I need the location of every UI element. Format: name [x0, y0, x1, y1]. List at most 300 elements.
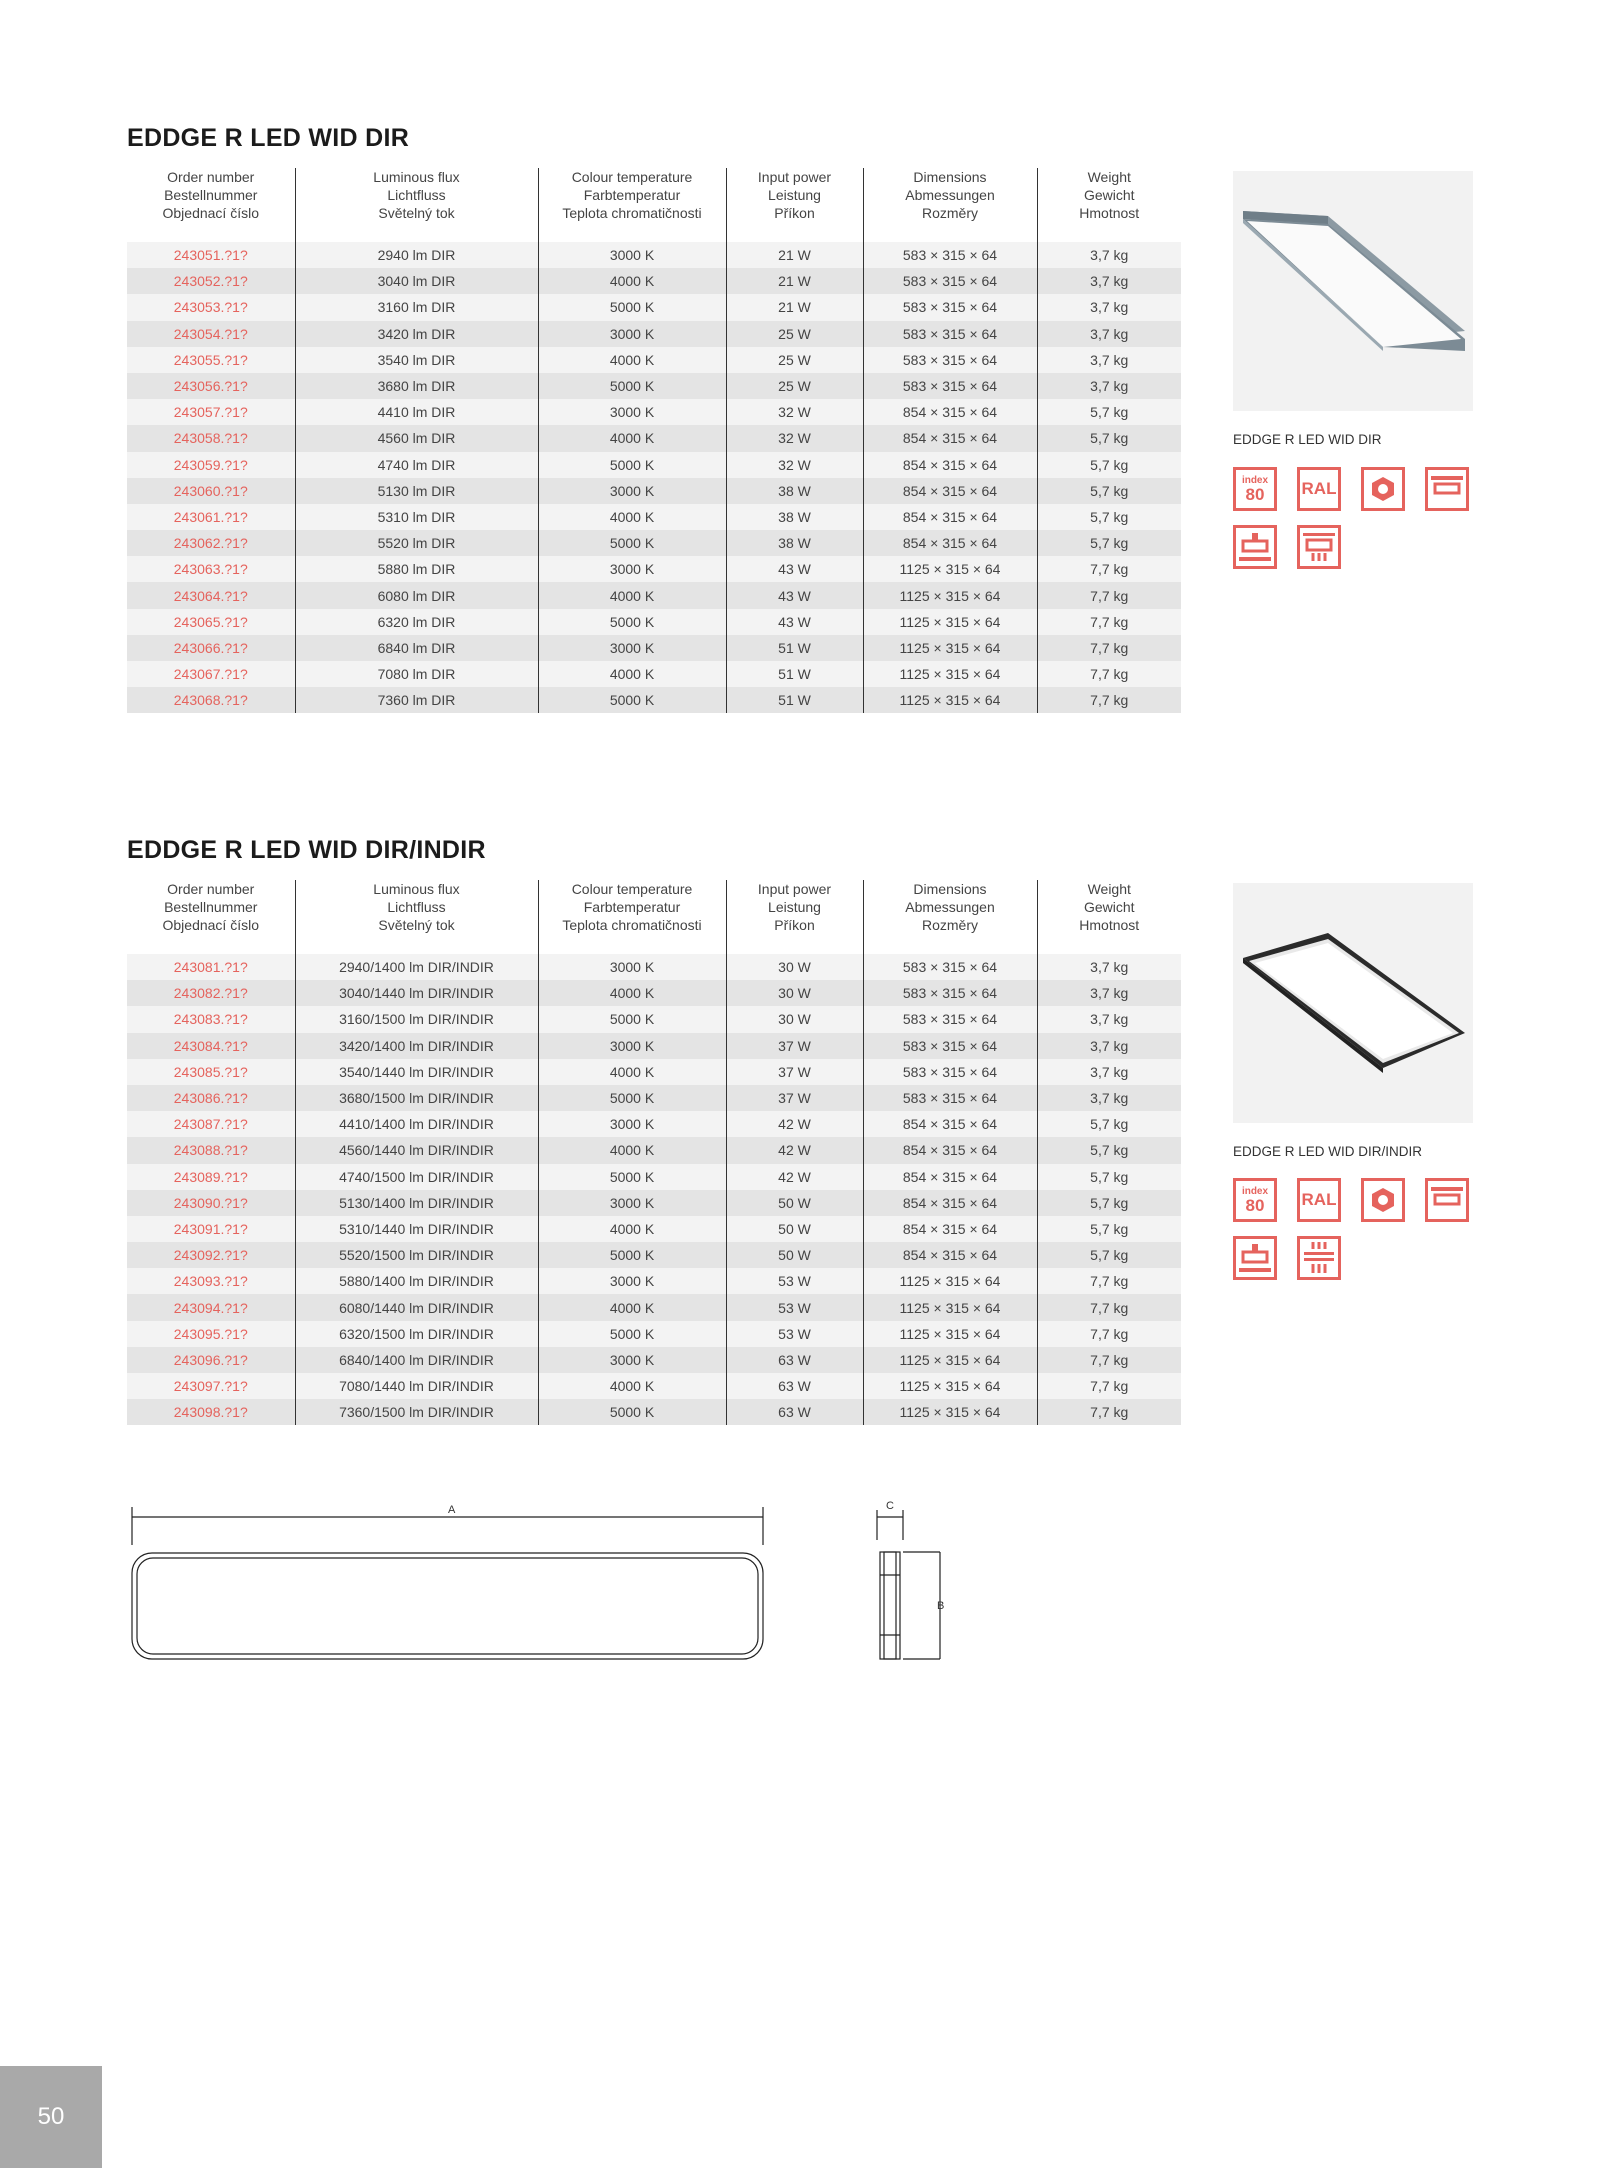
cell-weight: 5,7 kg: [1037, 1190, 1181, 1216]
nut-mounting-icon: [1361, 467, 1405, 511]
col-header-dimensions: Dimensions Abmessungen Rozměry: [863, 168, 1037, 242]
cell-colour-temperature: 3000 K: [538, 242, 726, 268]
surface-mounted-icon: [1233, 525, 1277, 569]
ral-color-icon: [1297, 467, 1341, 511]
cell-weight: 5,7 kg: [1037, 1111, 1181, 1137]
cell-weight: 5,7 kg: [1037, 1216, 1181, 1242]
cell-colour-temperature: 4000 K: [538, 347, 726, 373]
cell-dimensions: 583 × 315 × 64: [863, 1033, 1037, 1059]
cell-dimensions: 854 × 315 × 64: [863, 504, 1037, 530]
cell-order-number: 243060.?1?: [127, 478, 295, 504]
cell-colour-temperature: 3000 K: [538, 1111, 726, 1137]
cell-input-power: 43 W: [726, 609, 863, 635]
cell-colour-temperature: 4000 K: [538, 1059, 726, 1085]
cell-colour-temperature: 5000 K: [538, 1242, 726, 1268]
cell-colour-temperature: 3000 K: [538, 478, 726, 504]
cell-colour-temperature: 4000 K: [538, 582, 726, 608]
cell-order-number: 243056.?1?: [127, 373, 295, 399]
cell-input-power: 42 W: [726, 1111, 863, 1137]
cell-weight: 7,7 kg: [1037, 1294, 1181, 1320]
cell-input-power: 51 W: [726, 687, 863, 713]
cell-luminous-flux: 4560/1440 lm DIR/INDIR: [295, 1137, 538, 1163]
table-row: [127, 1190, 1181, 1216]
cell-weight: 7,7 kg: [1037, 556, 1181, 582]
cell-order-number: 243055.?1?: [127, 347, 295, 373]
table-row: [127, 980, 1181, 1006]
cell-input-power: 21 W: [726, 242, 863, 268]
cell-input-power: 37 W: [726, 1033, 863, 1059]
col-header-colour-temperature: Colour temperature Farbtemperatur Teplota chromatičnosti: [538, 880, 726, 954]
suspended-indirect-icon: [1297, 1236, 1341, 1280]
cell-luminous-flux: 5880 lm DIR: [295, 556, 538, 582]
cell-order-number: 243084.?1?: [127, 1033, 295, 1059]
cell-order-number: 243092.?1?: [127, 1242, 295, 1268]
cell-input-power: 51 W: [726, 661, 863, 687]
cell-luminous-flux: 4560 lm DIR: [295, 425, 538, 451]
cell-luminous-flux: 7080/1440 lm DIR/INDIR: [295, 1373, 538, 1399]
cell-input-power: 50 W: [726, 1216, 863, 1242]
col-header-order-number: Order number Bestellnummer Objednací číslo: [162, 881, 259, 933]
cell-order-number: 243085.?1?: [127, 1059, 295, 1085]
cell-input-power: 30 W: [726, 1006, 863, 1032]
col-header-order-number: Order number Bestellnummer Objednací číslo: [162, 169, 259, 221]
table-header-row: [127, 880, 1181, 954]
cell-order-number: 243064.?1?: [127, 582, 295, 608]
cell-input-power: 53 W: [726, 1294, 863, 1320]
cell-colour-temperature: 3000 K: [538, 954, 726, 980]
cri-index-value: 80: [1245, 484, 1265, 504]
cell-luminous-flux: 5310 lm DIR: [295, 504, 538, 530]
cell-colour-temperature: 3000 K: [538, 1033, 726, 1059]
cell-weight: 5,7 kg: [1037, 504, 1181, 530]
ceiling-mounted-icon: [1425, 467, 1469, 511]
cell-input-power: 51 W: [726, 635, 863, 661]
cell-dimensions: 1125 × 315 × 64: [863, 1321, 1037, 1347]
cell-dimensions: 1125 × 315 × 64: [863, 1347, 1037, 1373]
table-header-row: [127, 168, 1181, 242]
cell-luminous-flux: 5520 lm DIR: [295, 530, 538, 556]
cell-weight: 7,7 kg: [1037, 1321, 1181, 1347]
cell-luminous-flux: 3160 lm DIR: [295, 294, 538, 320]
cell-input-power: 30 W: [726, 954, 863, 980]
dimension-drawing: [120, 1495, 970, 1675]
cell-luminous-flux: 3420/1400 lm DIR/INDIR: [295, 1033, 538, 1059]
table-row: [127, 1033, 1181, 1059]
cell-input-power: 50 W: [726, 1190, 863, 1216]
cell-colour-temperature: 5000 K: [538, 1006, 726, 1032]
ral-label: RAL: [1301, 1190, 1337, 1209]
cell-input-power: 53 W: [726, 1321, 863, 1347]
luminaire-dir-indir-image: [1233, 883, 1473, 1123]
cell-input-power: 25 W: [726, 373, 863, 399]
cell-luminous-flux: 7360 lm DIR: [295, 687, 538, 713]
cell-weight: 7,7 kg: [1037, 635, 1181, 661]
cell-input-power: 21 W: [726, 294, 863, 320]
section-title-dir-indir: EDDGE R LED WID DIR/INDIR: [127, 836, 486, 864]
cell-colour-temperature: 5000 K: [538, 609, 726, 635]
table-row: [127, 242, 1181, 268]
cell-order-number: 243087.?1?: [127, 1111, 295, 1137]
cell-weight: 7,7 kg: [1037, 1399, 1181, 1425]
cell-colour-temperature: 5000 K: [538, 373, 726, 399]
cell-luminous-flux: 6840/1400 lm DIR/INDIR: [295, 1347, 538, 1373]
cell-dimensions: 1125 × 315 × 64: [863, 582, 1037, 608]
cell-order-number: 243063.?1?: [127, 556, 295, 582]
cell-luminous-flux: 2940/1400 lm DIR/INDIR: [295, 954, 538, 980]
cell-luminous-flux: 3540 lm DIR: [295, 347, 538, 373]
cell-order-number: 243065.?1?: [127, 609, 295, 635]
cell-luminous-flux: 3540/1440 lm DIR/INDIR: [295, 1059, 538, 1085]
cell-luminous-flux: 6840 lm DIR: [295, 635, 538, 661]
cell-input-power: 43 W: [726, 556, 863, 582]
cell-dimensions: 583 × 315 × 64: [863, 347, 1037, 373]
cell-order-number: 243061.?1?: [127, 504, 295, 530]
cell-weight: 3,7 kg: [1037, 1059, 1181, 1085]
nut-mounting-icon: [1361, 1178, 1405, 1222]
cell-luminous-flux: 5880/1400 lm DIR/INDIR: [295, 1268, 538, 1294]
cell-input-power: 32 W: [726, 425, 863, 451]
table-row: [127, 1347, 1181, 1373]
cell-order-number: 243053.?1?: [127, 294, 295, 320]
cri-index-80-icon: [1233, 1178, 1277, 1222]
cell-dimensions: 854 × 315 × 64: [863, 1111, 1037, 1137]
cell-colour-temperature: 5000 K: [538, 1085, 726, 1111]
dimension-label-a: A: [448, 1504, 456, 1516]
product-label-dir: EDDGE R LED WID DIR: [1233, 432, 1382, 447]
table-row: [127, 1321, 1181, 1347]
cell-dimensions: 854 × 315 × 64: [863, 452, 1037, 478]
cell-order-number: 243066.?1?: [127, 635, 295, 661]
cell-input-power: 37 W: [726, 1085, 863, 1111]
table-row: [127, 321, 1181, 347]
ceiling-mounted-icon: [1425, 1178, 1469, 1222]
cell-luminous-flux: 3040 lm DIR: [295, 268, 538, 294]
col-header-colour-temperature: Colour temperature Farbtemperatur Teplota chromatičnosti: [538, 168, 726, 242]
cell-luminous-flux: 5130/1400 lm DIR/INDIR: [295, 1190, 538, 1216]
cell-weight: 7,7 kg: [1037, 609, 1181, 635]
col-header-input-power: Input power Leistung Příkon: [726, 168, 863, 242]
table-row: [127, 425, 1181, 451]
cell-dimensions: 583 × 315 × 64: [863, 242, 1037, 268]
cell-luminous-flux: 6320/1500 lm DIR/INDIR: [295, 1321, 538, 1347]
cell-colour-temperature: 5000 K: [538, 1321, 726, 1347]
cell-weight: 7,7 kg: [1037, 1373, 1181, 1399]
cell-order-number: 243058.?1?: [127, 425, 295, 451]
cell-colour-temperature: 4000 K: [538, 1216, 726, 1242]
cell-luminous-flux: 5310/1440 lm DIR/INDIR: [295, 1216, 538, 1242]
cell-colour-temperature: 3000 K: [538, 1268, 726, 1294]
cell-order-number: 243086.?1?: [127, 1085, 295, 1111]
ral-label: RAL: [1301, 479, 1337, 498]
table-row: [127, 478, 1181, 504]
cell-input-power: 38 W: [726, 530, 863, 556]
cell-weight: 5,7 kg: [1037, 399, 1181, 425]
col-header-input-power: Input power Leistung Příkon: [726, 880, 863, 954]
surface-mounted-icon: [1233, 1236, 1277, 1280]
cell-weight: 3,7 kg: [1037, 1006, 1181, 1032]
suspended-icon: [1297, 525, 1341, 569]
cell-dimensions: 854 × 315 × 64: [863, 1164, 1037, 1190]
table-row: [127, 1085, 1181, 1111]
table-row: [127, 1268, 1181, 1294]
cell-input-power: 50 W: [726, 1242, 863, 1268]
cell-dimensions: 854 × 315 × 64: [863, 478, 1037, 504]
cell-luminous-flux: 5520/1500 lm DIR/INDIR: [295, 1242, 538, 1268]
cell-dimensions: 854 × 315 × 64: [863, 530, 1037, 556]
product-photo-dir-indir: [1233, 883, 1473, 1123]
cell-dimensions: 854 × 315 × 64: [863, 1137, 1037, 1163]
cell-dimensions: 1125 × 315 × 64: [863, 556, 1037, 582]
cell-weight: 3,7 kg: [1037, 268, 1181, 294]
cell-colour-temperature: 5000 K: [538, 687, 726, 713]
cell-dimensions: 1125 × 315 × 64: [863, 609, 1037, 635]
cell-order-number: 243051.?1?: [127, 242, 295, 268]
cell-weight: 5,7 kg: [1037, 1242, 1181, 1268]
cell-colour-temperature: 5000 K: [538, 530, 726, 556]
cell-weight: 5,7 kg: [1037, 1164, 1181, 1190]
cri-index-value: 80: [1245, 1195, 1265, 1215]
cell-dimensions: 1125 × 315 × 64: [863, 1373, 1037, 1399]
cell-luminous-flux: 4410/1400 lm DIR/INDIR: [295, 1111, 538, 1137]
cell-weight: 5,7 kg: [1037, 452, 1181, 478]
cell-colour-temperature: 3000 K: [538, 1347, 726, 1373]
cell-colour-temperature: 4000 K: [538, 1373, 726, 1399]
cell-input-power: 63 W: [726, 1373, 863, 1399]
cell-luminous-flux: 7080 lm DIR: [295, 661, 538, 687]
cell-luminous-flux: 6080 lm DIR: [295, 582, 538, 608]
table-row: [127, 530, 1181, 556]
cell-dimensions: 583 × 315 × 64: [863, 294, 1037, 320]
table-row: [127, 582, 1181, 608]
cell-weight: 7,7 kg: [1037, 687, 1181, 713]
col-header-luminous-flux: Luminous flux Lichtfluss Světelný tok: [295, 880, 538, 954]
dimension-label-b: B: [937, 1600, 945, 1612]
cell-weight: 3,7 kg: [1037, 1033, 1181, 1059]
cell-luminous-flux: 4740 lm DIR: [295, 452, 538, 478]
product-photo-dir: [1233, 171, 1473, 411]
cell-input-power: 25 W: [726, 321, 863, 347]
table-row: [127, 687, 1181, 713]
cell-weight: 3,7 kg: [1037, 347, 1181, 373]
spec-table-dir-indir: [127, 880, 1181, 1425]
cell-luminous-flux: 3420 lm DIR: [295, 321, 538, 347]
cell-colour-temperature: 3000 K: [538, 321, 726, 347]
cell-luminous-flux: 2940 lm DIR: [295, 242, 538, 268]
ral-color-icon: [1297, 1178, 1341, 1222]
cell-colour-temperature: 4000 K: [538, 661, 726, 687]
cell-dimensions: 583 × 315 × 64: [863, 1006, 1037, 1032]
cell-dimensions: 583 × 315 × 64: [863, 268, 1037, 294]
cell-weight: 3,7 kg: [1037, 1085, 1181, 1111]
table-row: [127, 1137, 1181, 1163]
cell-order-number: 243088.?1?: [127, 1137, 295, 1163]
cell-dimensions: 583 × 315 × 64: [863, 1059, 1037, 1085]
cell-dimensions: 583 × 315 × 64: [863, 321, 1037, 347]
cell-colour-temperature: 5000 K: [538, 1399, 726, 1425]
cell-order-number: 243052.?1?: [127, 268, 295, 294]
cell-order-number: 243057.?1?: [127, 399, 295, 425]
table-row: [127, 661, 1181, 687]
cell-weight: 3,7 kg: [1037, 954, 1181, 980]
cell-dimensions: 1125 × 315 × 64: [863, 687, 1037, 713]
cell-weight: 3,7 kg: [1037, 321, 1181, 347]
page-number: 50: [37, 2103, 65, 2130]
cell-input-power: 53 W: [726, 1268, 863, 1294]
table-row: [127, 1294, 1181, 1320]
cell-input-power: 43 W: [726, 582, 863, 608]
luminaire-dir-image: [1233, 171, 1473, 411]
col-header-dimensions: Dimensions Abmessungen Rozměry: [863, 880, 1037, 954]
cell-input-power: 42 W: [726, 1137, 863, 1163]
table-row: [127, 1111, 1181, 1137]
cell-dimensions: 1125 × 315 × 64: [863, 635, 1037, 661]
cell-order-number: 243059.?1?: [127, 452, 295, 478]
cell-luminous-flux: 7360/1500 lm DIR/INDIR: [295, 1399, 538, 1425]
cell-luminous-flux: 4740/1500 lm DIR/INDIR: [295, 1164, 538, 1190]
section-title-dir: EDDGE R LED WID DIR: [127, 124, 410, 152]
cri-index-80-icon: [1233, 467, 1277, 511]
cell-dimensions: 1125 × 315 × 64: [863, 1268, 1037, 1294]
cell-dimensions: 854 × 315 × 64: [863, 1216, 1037, 1242]
cell-weight: 5,7 kg: [1037, 530, 1181, 556]
table-row: [127, 1373, 1181, 1399]
cell-luminous-flux: 6320 lm DIR: [295, 609, 538, 635]
cell-colour-temperature: 4000 K: [538, 268, 726, 294]
cell-dimensions: 583 × 315 × 64: [863, 1085, 1037, 1111]
cell-colour-temperature: 4000 K: [538, 1294, 726, 1320]
cell-input-power: 38 W: [726, 478, 863, 504]
cell-order-number: 243095.?1?: [127, 1321, 295, 1347]
cell-dimensions: 854 × 315 × 64: [863, 425, 1037, 451]
col-header-luminous-flux: Luminous flux Lichtfluss Světelný tok: [295, 168, 538, 242]
cell-colour-temperature: 5000 K: [538, 452, 726, 478]
cell-colour-temperature: 4000 K: [538, 504, 726, 530]
cell-luminous-flux: 3040/1440 lm DIR/INDIR: [295, 980, 538, 1006]
table-row: [127, 504, 1181, 530]
cell-weight: 5,7 kg: [1037, 478, 1181, 504]
cell-colour-temperature: 5000 K: [538, 294, 726, 320]
cell-weight: 3,7 kg: [1037, 980, 1181, 1006]
cell-order-number: 243098.?1?: [127, 1399, 295, 1425]
table-row: [127, 1059, 1181, 1085]
table-row: [127, 954, 1181, 980]
cell-dimensions: 854 × 315 × 64: [863, 1242, 1037, 1268]
cell-dimensions: 1125 × 315 × 64: [863, 1399, 1037, 1425]
cell-weight: 5,7 kg: [1037, 425, 1181, 451]
cell-order-number: 243068.?1?: [127, 687, 295, 713]
table-row: [127, 1216, 1181, 1242]
col-header-weight: Weight Gewicht Hmotnost: [1037, 880, 1181, 954]
cell-colour-temperature: 3000 K: [538, 1190, 726, 1216]
cell-colour-temperature: 3000 K: [538, 556, 726, 582]
cell-input-power: 37 W: [726, 1059, 863, 1085]
table-row: [127, 268, 1181, 294]
cell-colour-temperature: 4000 K: [538, 425, 726, 451]
cell-colour-temperature: 3000 K: [538, 399, 726, 425]
table-row: [127, 1399, 1181, 1425]
table-row: [127, 609, 1181, 635]
cell-order-number: 243082.?1?: [127, 980, 295, 1006]
table-row: [127, 294, 1181, 320]
cell-weight: 5,7 kg: [1037, 1137, 1181, 1163]
cell-input-power: 38 W: [726, 504, 863, 530]
table-row: [127, 556, 1181, 582]
product-label-dir-indir: EDDGE R LED WID DIR/INDIR: [1233, 1144, 1423, 1159]
cell-colour-temperature: 5000 K: [538, 1164, 726, 1190]
cell-input-power: 63 W: [726, 1347, 863, 1373]
table-row: [127, 373, 1181, 399]
table-row: [127, 1006, 1181, 1032]
cell-order-number: 243090.?1?: [127, 1190, 295, 1216]
cell-weight: 3,7 kg: [1037, 294, 1181, 320]
cri-index-label: index: [1241, 474, 1269, 486]
cell-colour-temperature: 4000 K: [538, 980, 726, 1006]
cell-dimensions: 1125 × 315 × 64: [863, 661, 1037, 687]
cell-luminous-flux: 3680 lm DIR: [295, 373, 538, 399]
cell-dimensions: 1125 × 315 × 64: [863, 1294, 1037, 1320]
cell-order-number: 243089.?1?: [127, 1164, 295, 1190]
cell-dimensions: 583 × 315 × 64: [863, 980, 1037, 1006]
cell-weight: 7,7 kg: [1037, 582, 1181, 608]
cell-order-number: 243096.?1?: [127, 1347, 295, 1373]
cell-order-number: 243067.?1?: [127, 661, 295, 687]
table-row: [127, 1242, 1181, 1268]
col-header-weight: Weight Gewicht Hmotnost: [1037, 168, 1181, 242]
cell-input-power: 32 W: [726, 452, 863, 478]
cell-dimensions: 583 × 315 × 64: [863, 373, 1037, 399]
table-row: [127, 635, 1181, 661]
cell-dimensions: 854 × 315 × 64: [863, 399, 1037, 425]
cell-order-number: 243093.?1?: [127, 1268, 295, 1294]
cell-order-number: 243081.?1?: [127, 954, 295, 980]
page-number-tab: [0, 2066, 102, 2168]
cell-order-number: 243094.?1?: [127, 1294, 295, 1320]
table-row: [127, 1164, 1181, 1190]
spec-table-dir: [127, 168, 1181, 713]
cell-weight: 7,7 kg: [1037, 661, 1181, 687]
cell-order-number: 243091.?1?: [127, 1216, 295, 1242]
cell-order-number: 243062.?1?: [127, 530, 295, 556]
cell-weight: 7,7 kg: [1037, 1347, 1181, 1373]
table-row: [127, 347, 1181, 373]
cell-luminous-flux: 4410 lm DIR: [295, 399, 538, 425]
cell-input-power: 63 W: [726, 1399, 863, 1425]
cell-colour-temperature: 4000 K: [538, 1137, 726, 1163]
cell-input-power: 32 W: [726, 399, 863, 425]
cell-luminous-flux: 3680/1500 lm DIR/INDIR: [295, 1085, 538, 1111]
dimension-label-c: C: [886, 1500, 894, 1512]
cell-input-power: 30 W: [726, 980, 863, 1006]
cell-dimensions: 583 × 315 × 64: [863, 954, 1037, 980]
cell-dimensions: 854 × 315 × 64: [863, 1190, 1037, 1216]
cell-input-power: 25 W: [726, 347, 863, 373]
cell-order-number: 243097.?1?: [127, 1373, 295, 1399]
cell-input-power: 21 W: [726, 268, 863, 294]
cell-order-number: 243054.?1?: [127, 321, 295, 347]
cell-weight: 3,7 kg: [1037, 373, 1181, 399]
cell-colour-temperature: 3000 K: [538, 635, 726, 661]
cell-luminous-flux: 3160/1500 lm DIR/INDIR: [295, 1006, 538, 1032]
cell-weight: 7,7 kg: [1037, 1268, 1181, 1294]
table-row: [127, 452, 1181, 478]
cell-order-number: 243083.?1?: [127, 1006, 295, 1032]
table-row: [127, 399, 1181, 425]
cell-weight: 3,7 kg: [1037, 242, 1181, 268]
cell-input-power: 42 W: [726, 1164, 863, 1190]
cri-index-label: index: [1241, 1185, 1269, 1197]
cell-luminous-flux: 6080/1440 lm DIR/INDIR: [295, 1294, 538, 1320]
cell-luminous-flux: 5130 lm DIR: [295, 478, 538, 504]
